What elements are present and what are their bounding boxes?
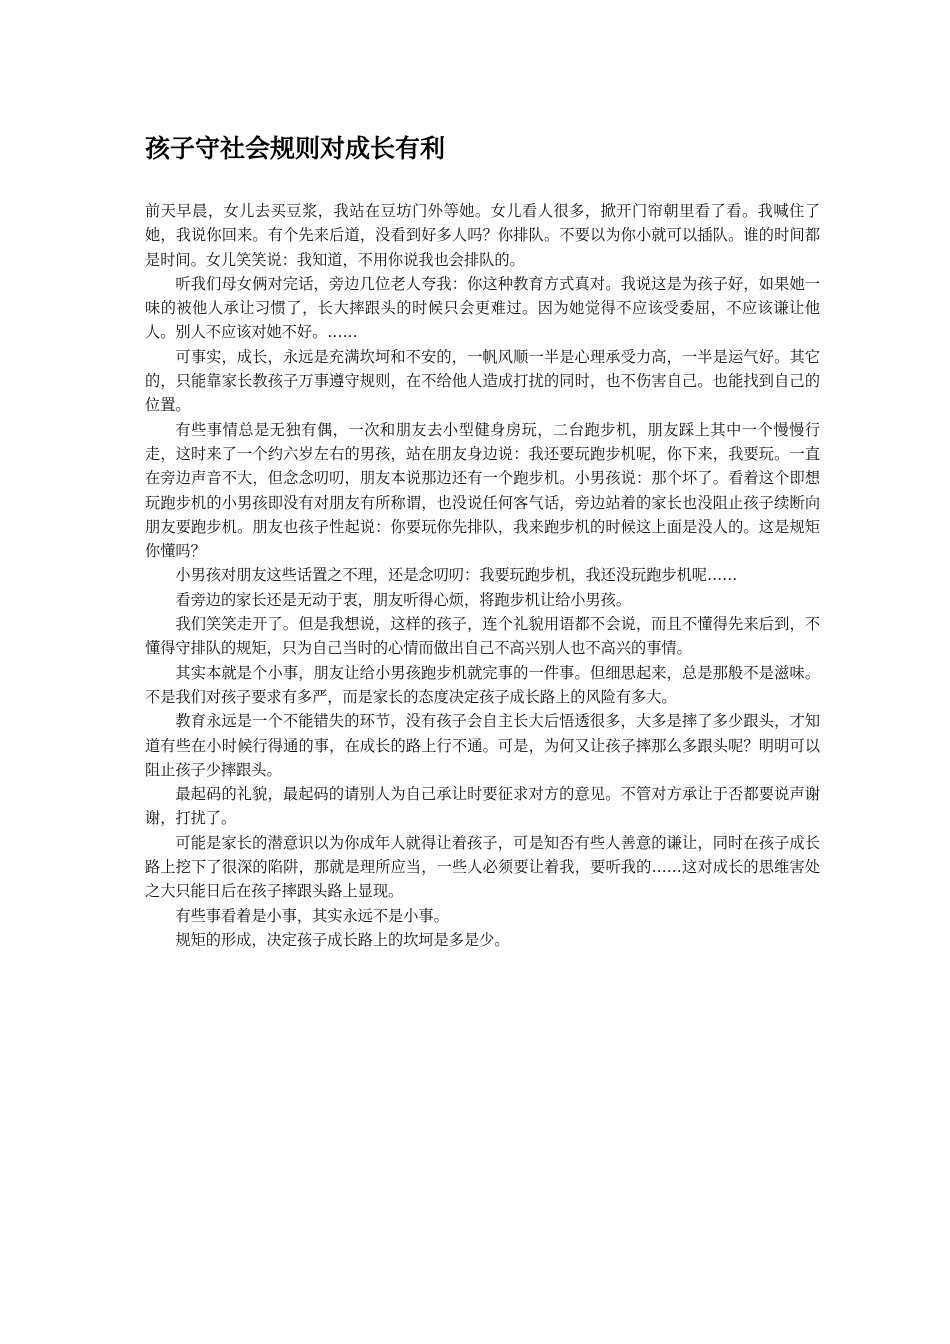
paragraph: 看旁边的家长还是无动于衷，朋友听得心烦，将跑步机让给小男孩。 xyxy=(175,590,632,609)
paragraph: 我们笑笑走开了。但是我想说，这样的孩子，连个礼貌用语都不会说，而且不懂得先来后到，不懂得守排队的规矩，只为自己当时的心情而做出自己不高兴别人也不高兴的事情。 xyxy=(145,615,820,658)
paragraph: 小男孩对朋友这些话置之不理，还是念叨叨：我要玩跑步机，我还没玩跑步机呢…… xyxy=(175,566,738,585)
paragraph: 有些事看着是小事，其实永远不是小事。 xyxy=(175,906,449,925)
paragraph: 最起码的礼貌，最起码的请别人为自己承让时要征求对方的意见。不管对方承让于否都要说声谢谢，打扰了。 xyxy=(145,785,820,828)
document-title: 孩子守社会规则对成长有利 xyxy=(145,134,446,163)
paragraph: 其实本就是个小事，朋友让给小男孩跑步机就完事的一件事。但细思起来，总是那般不是滋味。不是我们对孩子要求有多严，而是家长的态度决定孩子成长路上的风险有多大。 xyxy=(145,663,820,706)
paragraph: 教育永远是一个不能错失的环节，没有孩子会自主长大后悟透很多，大多是摔了多少跟头，才知道有些在小时候行得通的事，在成长的路上行不通。可是，为何又让孩子摔那么多跟头呢？明明可以阻止孩子少摔跟头。 xyxy=(145,712,820,779)
paragraph: 规矩的形成，决定孩子成长路上的坎坷是多是少。 xyxy=(175,930,510,949)
paragraph: 可能是家长的潜意识以为你成年人就得让着孩子，可是知否有些人善意的谦让，同时在孩子成长路上挖下了很深的陷阱，那就是理所应当，一些人必须要让着我，要听我的……这对成长的思维害处之大只能日后在孩子摔跟头路上显现。 xyxy=(145,833,820,901)
paragraph: 可事实，成长，永远是充满坎坷和不安的，一帆风顺一半是心理承受力高，一半是运气好。其它的，只能靠家长教孩子万事遵守规则，在不给他人造成打扰的同时，也不伤害自己。也能找到自己的位置。 xyxy=(145,347,820,415)
paragraph: 听我们母女俩对完话，旁边几位老人夸我：你这种教育方式真对。我说这是为孩子好，如果她一味的被他人承让习惯了，长大摔跟头的时候只会更难过。因为她觉得不应该受委屈，不应该谦让他人。别人不应该对她不好。…… xyxy=(145,274,820,342)
paragraph: 前天早晨，女儿去买豆浆，我站在豆坊门外等她。女儿看人很多，掀开门帘朝里看了看。我喊住了她，我说你回来。有个先来后道，没看到好多人吗？你排队。不要以为你小就可以插队。谁的时间都是时间。女儿笑笑说：我知道，不用你说我也会排队的。 xyxy=(145,202,820,269)
document-body xyxy=(145,199,820,952)
paragraph: 有些事情总是无独有偶，一次和朋友去小型健身房玩，二台跑步机，朋友踩上其中一个慢慢行走，这时来了一个约六岁左右的男孩，站在朋友身边说：我还要玩跑步机呢，你下来，我要玩。一直在旁边声音不大，但念念叨叨，朋友本说那边还有一个跑步机。小男孩说：那个坏了。看着这个即想玩跑步机的小男孩即没有对朋友有所称谓，也没说任何客气话，旁边站着的家长也没阻止孩子续断向朋友要跑步机。朋友也孩子性起说：你要玩你先排队，我来跑步机的时候这上面是没人的。这是规矩你懂吗？ xyxy=(145,420,820,561)
